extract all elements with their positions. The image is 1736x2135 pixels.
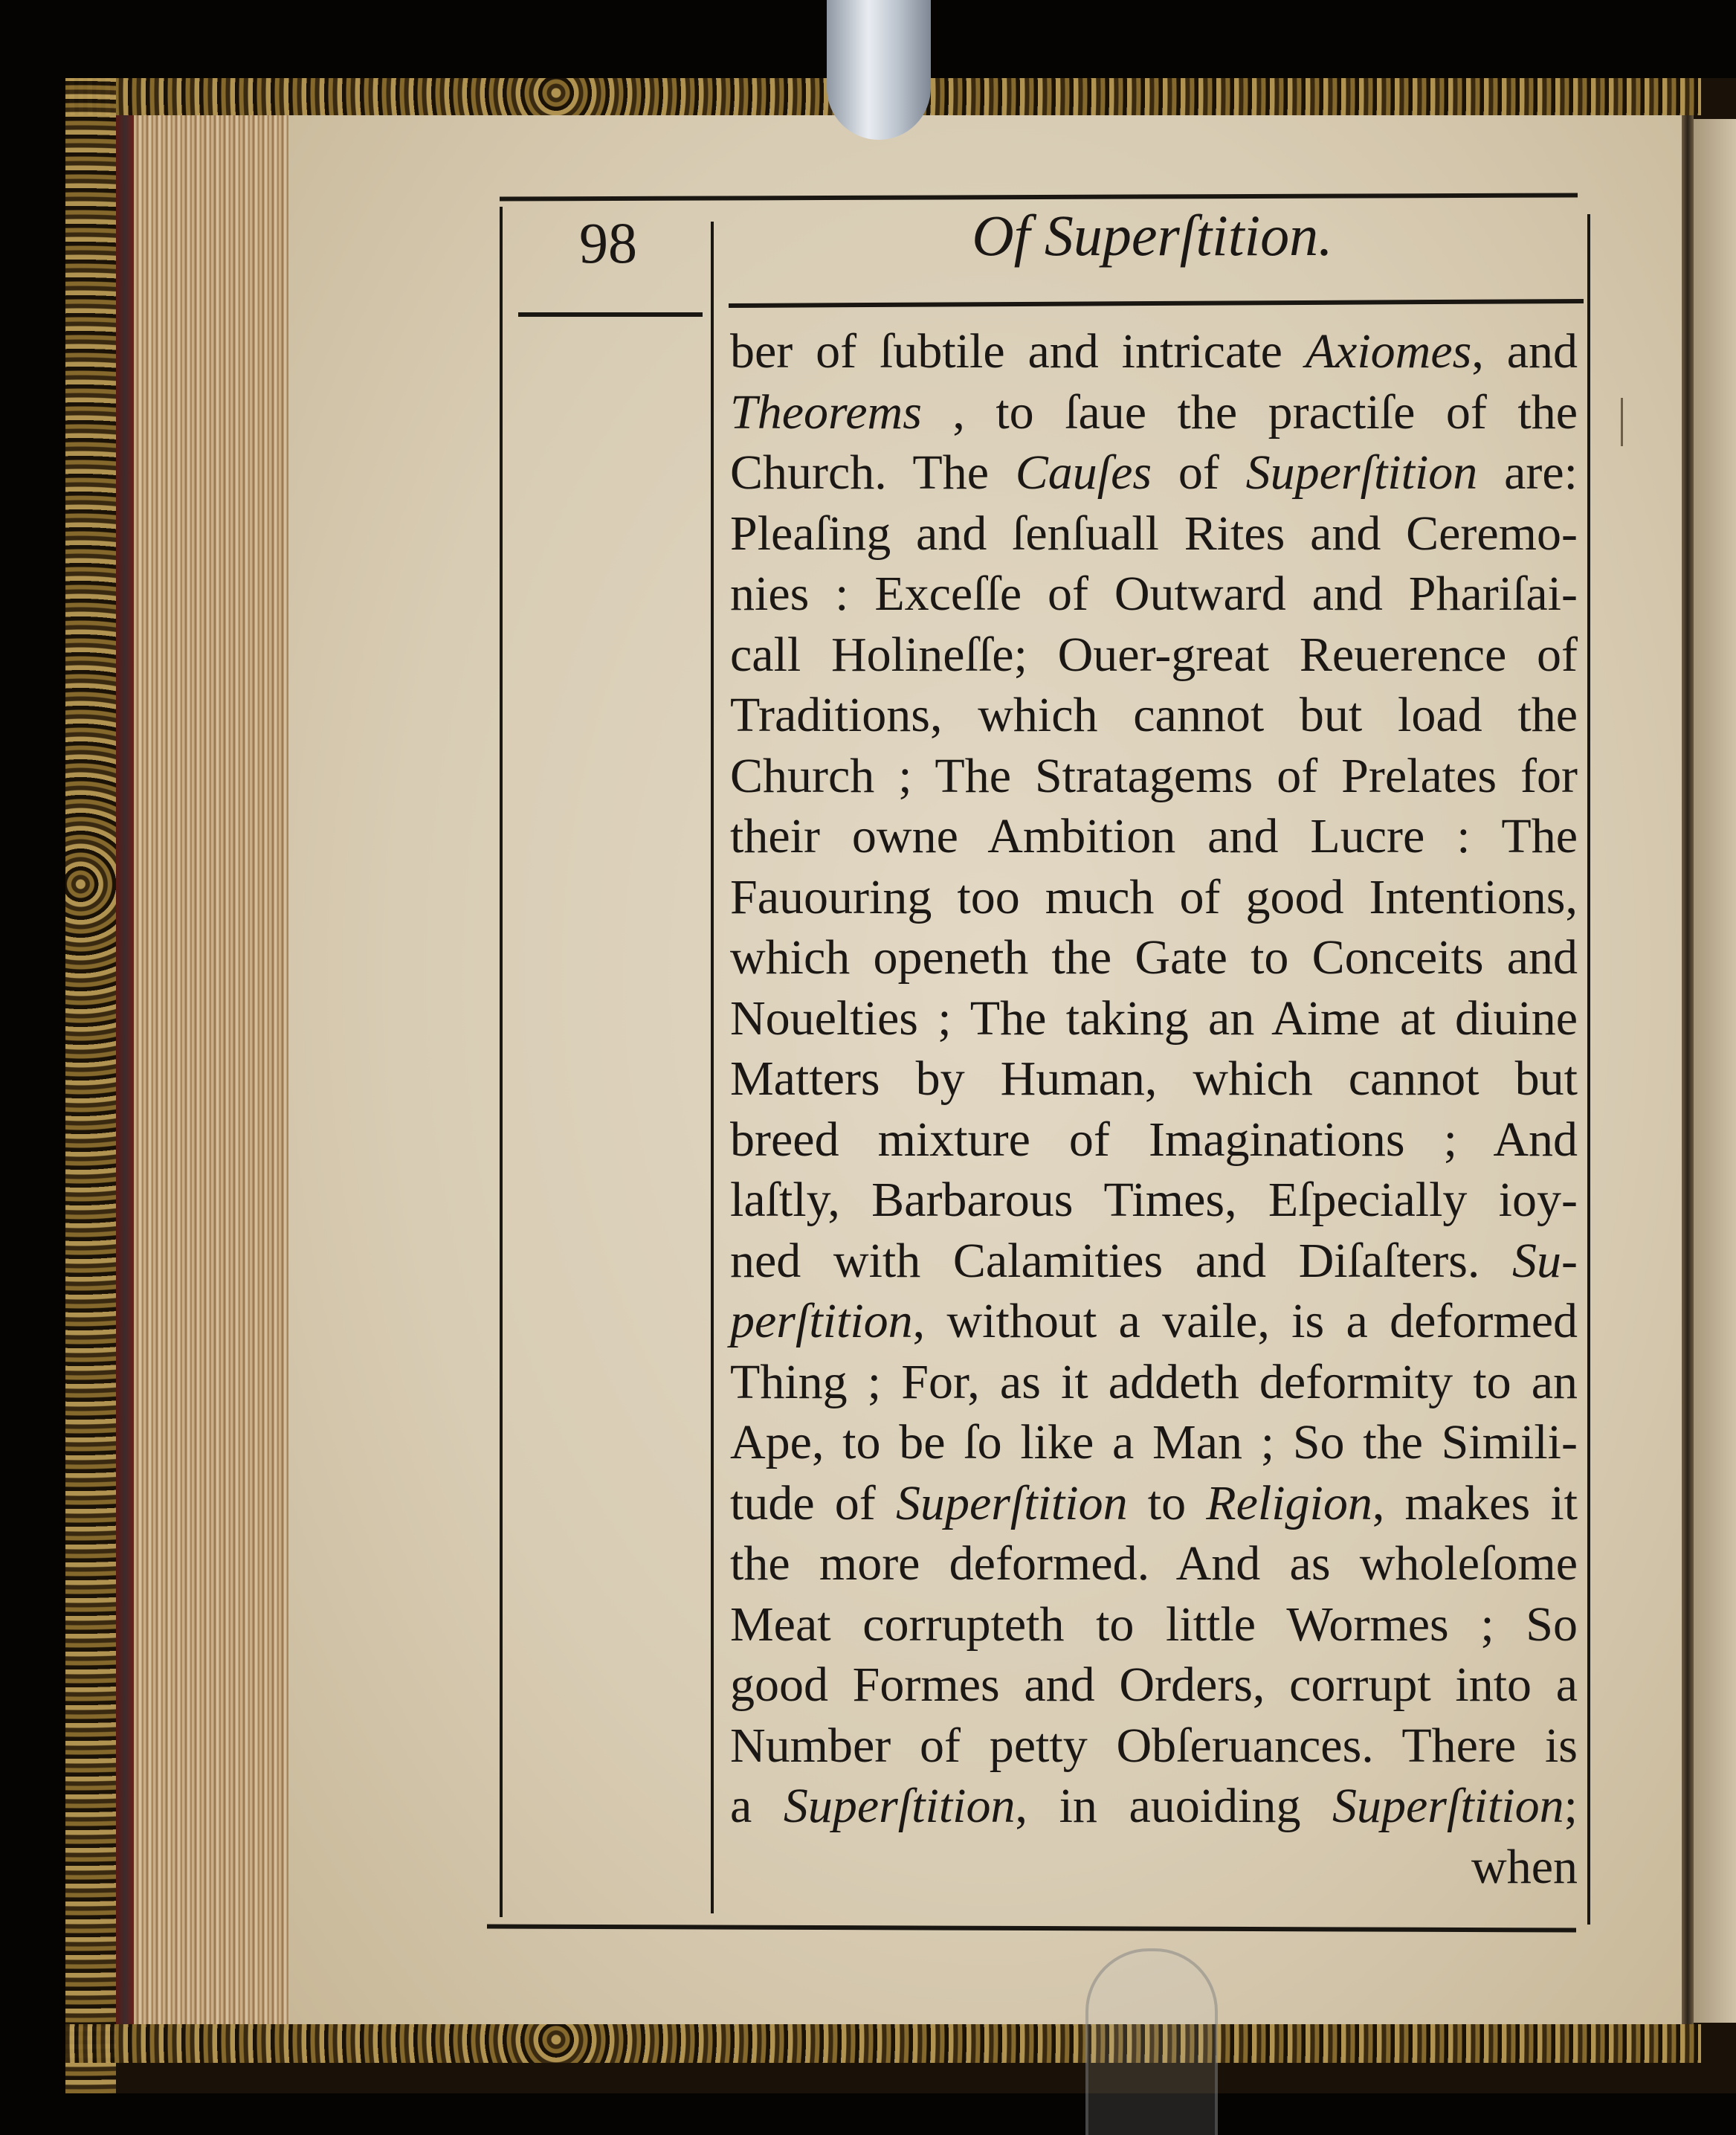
text-run: are: (1477, 445, 1578, 500)
text-run: Church ; The Stratagems of Prelates for (730, 748, 1578, 803)
text-run: , and (1471, 324, 1578, 379)
text-run: Nouelties ; The taking an Aime at diuine (730, 991, 1578, 1046)
italic-word: Cauſes (1015, 445, 1152, 500)
text-line (730, 867, 1578, 928)
italic-word: Axiomes (1305, 324, 1472, 379)
text-run: , makes it (1372, 1475, 1578, 1530)
text-run: , in auoiding (1015, 1779, 1332, 1833)
text-run: Meat corrupteth to little Wormes ; So (730, 1597, 1578, 1652)
text-run: breed mixture of Imaginations ; And (730, 1112, 1578, 1167)
text-line (730, 927, 1578, 988)
text-run: Thing ; For, as it addeth deformity to an (730, 1354, 1578, 1409)
text-run: of (1152, 445, 1246, 500)
text-line (730, 564, 1578, 625)
catchword (730, 1837, 1578, 1898)
running-head: Of Superſtition. (972, 203, 1333, 268)
body-text (730, 321, 1578, 1897)
text-run: their owne Ambition and Lucre : The (730, 809, 1578, 863)
italic-word: Theorems (730, 384, 922, 439)
italic-word: perſtition (730, 1294, 913, 1348)
text-run: Pleaſing and ſenſuall Rites and Ceremo- (730, 506, 1578, 561)
text-run: tude of (730, 1475, 896, 1530)
text-run: which openeth the Gate to Conceits and (730, 930, 1578, 985)
italic-word: Religion (1206, 1475, 1372, 1530)
text-line (730, 1533, 1578, 1594)
italic-word: Superſtition (1245, 445, 1478, 500)
text-line (730, 1110, 1578, 1170)
text-line (730, 1473, 1578, 1534)
book-gutter (1682, 115, 1694, 2024)
text-run: Traditions, which cannot but load the (730, 688, 1578, 742)
text-run: Ape, to be ſo like a Man ; So the Simili- (730, 1415, 1578, 1469)
gilt-border-left (65, 78, 116, 2093)
page-edge-color (116, 115, 134, 2024)
text-line (730, 442, 1578, 503)
text-run: , without a vaile, is a deformed (912, 1294, 1578, 1348)
text-line (730, 806, 1578, 867)
text-run: Number of petty Obſeruances. There is (730, 1718, 1578, 1773)
text-run: good Formes and Orders, corrupt into a (730, 1658, 1578, 1712)
text-line (730, 1170, 1578, 1231)
text-line (730, 685, 1578, 746)
text-line (730, 1776, 1578, 1837)
page-number-rule (518, 312, 703, 317)
pencil-mark (1621, 398, 1623, 446)
text-line (730, 1655, 1578, 1716)
text-line (730, 503, 1578, 564)
text-line (730, 988, 1578, 1049)
text-run: laſtly, Barbarous Times, Eſpecially ioy- (730, 1173, 1578, 1227)
text-line (730, 1352, 1578, 1413)
frame-left-rule (500, 207, 503, 1917)
italic-word: Superſtition (895, 1475, 1128, 1530)
text-line (730, 321, 1578, 382)
text-run: ned with Calamities and Diſaſters. (730, 1233, 1513, 1288)
text-line (730, 1049, 1578, 1110)
text-line (730, 1716, 1578, 1777)
text-run: Fauouring too much of good Intentions, (730, 869, 1578, 924)
text-run: the more deformed. And as wholeſome (730, 1536, 1578, 1591)
text-line (730, 1231, 1578, 1292)
text-line (730, 625, 1578, 686)
page-clip-top (827, 0, 931, 140)
text-run: ber of ſubtile and intricate (730, 324, 1306, 379)
text-run: call Holineſſe; Ouer-great Reuerence of (730, 627, 1578, 682)
margin-column-rule (711, 222, 714, 1913)
italic-word: Superſtition (1332, 1779, 1564, 1833)
page-number: 98 (579, 210, 637, 275)
text-run: Church. The (730, 445, 1016, 500)
text-run: when (1471, 1839, 1578, 1894)
text-line (730, 1412, 1578, 1473)
facing-page-edge (1694, 119, 1736, 2023)
text-line (730, 382, 1578, 443)
text-run: , to ſaue the practiſe of the (921, 384, 1578, 439)
italic-word: Superſtition (783, 1779, 1016, 1833)
text-run: a (730, 1779, 784, 1833)
text-line (730, 1291, 1578, 1352)
text-run: nies : Exceſſe of Outward and Phariſai- (730, 567, 1578, 621)
text-run: ; (1564, 1779, 1578, 1833)
text-line (730, 1594, 1578, 1655)
gilt-border-bottom (65, 2024, 1701, 2063)
page-clip-bottom (1085, 1948, 1218, 2135)
text-run: Matters by Human, which cannot but (730, 1052, 1578, 1106)
frame-right-rule (1587, 214, 1590, 1925)
text-run: to (1127, 1475, 1207, 1530)
text-line (730, 746, 1578, 807)
page-stack-edge (134, 115, 290, 2024)
italic-word: Su- (1512, 1233, 1578, 1288)
